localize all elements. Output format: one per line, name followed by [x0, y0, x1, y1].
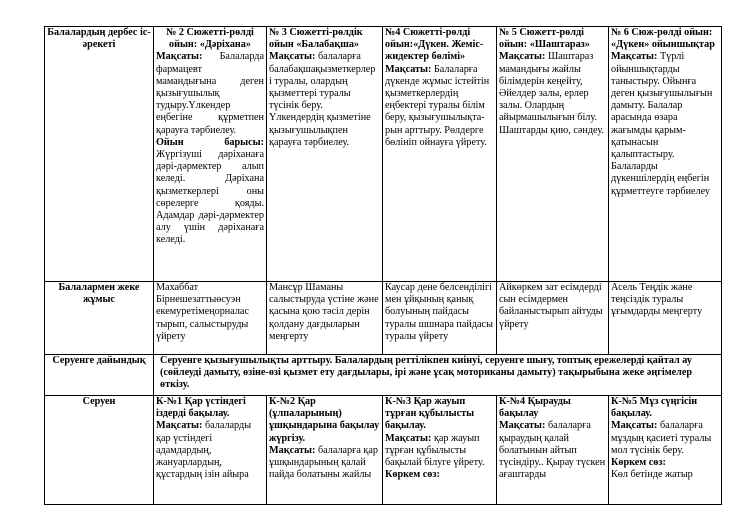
- progress-label: Ойын барысы:: [156, 136, 264, 148]
- walk-word-5: Көл бетінде жатыр: [611, 469, 693, 481]
- activity-progress-1: Жүргізуші дәріханаға дәрі-дәрмектер алып келеді. Дәріхана қызметкерлері оны сөрелерге қояды. Адамдар дәрі-дәрмектер алу үшін дәріханаға келеді.: [156, 149, 264, 246]
- walk-cell-3: [383, 396, 497, 505]
- purpose-label: Мақсаты:: [385, 432, 432, 444]
- activity-cell-2: [267, 27, 383, 282]
- purpose-label: Мақсаты:: [385, 63, 432, 75]
- purpose-label: Мақсаты:: [269, 51, 316, 63]
- activity-purpose-5: Түрлі ойыншықтарды таныстыру. Ойынға деген қызығушылығын дамыту. Балалар арасында өзара жағымды қарым-қатынасын қалыптастыру. Балаларды дүкеншілердің еңбегін құрметтеуге тәрбиелеу: [611, 51, 713, 197]
- purpose-label: Мақсаты:: [499, 420, 546, 432]
- individual-cell-1: Махаббат Бірнешезаттыөсуэн екемуретімеңорналас тырып, салыстыруды үйрету: [154, 282, 267, 355]
- row-label-individual: Балалармен жеке жұмыс: [45, 282, 154, 355]
- walk-title-1: К-№1 Қар үстіндегі іздерді бақылау.: [156, 396, 246, 420]
- activity-purpose-4: Шаштараз мамандығы жайлы білімдерін кеңейту, Әйелдер залы, ерлер залы. Олардың айырмашылығын білу. Шаштарды қию, сәндеу.: [499, 51, 604, 136]
- walk-cell-1: [154, 396, 267, 505]
- table-row-prep: [45, 355, 722, 396]
- activity-title-1: № 2 Сюжетті-рөлді ойын: «Дәріхана»: [166, 27, 254, 51]
- individual-cell-5: Асель Теңдік және теңсіздік туралы ұғымдарды меңгерту: [609, 282, 722, 355]
- table-row-individual: [45, 282, 722, 355]
- walk-title-2: К-№2 Қар (ұлпаларының) ұшқындарына бақылау жүргізу.: [269, 396, 380, 444]
- activity-cell-1: [154, 27, 267, 282]
- activity-purpose-3: Балаларға дүкенде жұмыс істейтін қызметкерлердің еңбектері туралы білім беру, қызығушылықта-рын арттыру. Рөлдерге бөлініп ойнауға үйрету.: [385, 63, 490, 148]
- row-label-walk: Серуен: [45, 396, 154, 505]
- prep-text: Серуенге қызығушылықты арттыру. Балалардың реттілікпен киінуі, серуенге шығу, топтық ережелерді қайтал ау (сөйлеуді дамыту, өзіне-өзі қызмет ету дағдылары, ірі және ұсақ моториканы дамыту) тақырыбына жеке әңгімелер өткізу.: [154, 355, 722, 396]
- walk-title-3: К-№3 Қар жауып тұрған құбылысты бақылау.: [385, 396, 475, 432]
- walk-purpose-2: балаларға қар ұшқындарының қалай пайда болатыны жайлы: [269, 444, 378, 481]
- word-label: Көркем сөз:: [611, 457, 666, 469]
- walk-purpose-1: балаларды қар үстіндегі адамдардың, жануарлардың, құстардың ізін айыра: [156, 420, 252, 481]
- activity-title-3: №4 Сюжетті-рөлді ойын:«Дүкен. Жеміс-жидектер бөлімі»: [385, 27, 484, 63]
- row-label-prep: Серуенге дайындық: [45, 355, 154, 396]
- table-row-walk: [45, 396, 722, 505]
- walk-purpose-3: қар жауып тұрған құбылысты бақылай білуге үйрету.: [385, 432, 485, 469]
- activity-title-2: № 3 Сюжетті-рөлдік ойын «Балабақша»: [269, 27, 363, 51]
- row-label-activity: Балалардың дербес іс-әрекеті: [45, 27, 154, 282]
- individual-cell-2: Мансұр Шаманы салыстыруда үстіне және қасына қою тәсіл дерін қолдану дағдыларын меңгерту: [267, 282, 383, 355]
- individual-cell-4: Айкөркем зат есімдерді сын есімдермен байланыстырып айтуды үйрету: [497, 282, 609, 355]
- activity-purpose-1: Балаларда фармацевт мамандығына деген қызығушылық тудыру.Үлкендер еңбегіне құрметпен қарауға тәрбиелеу.: [156, 51, 264, 136]
- purpose-label: Мақсаты:: [499, 51, 546, 63]
- table-row-activity: [45, 27, 722, 282]
- walk-title-4: К-№4 Қырауды бақылау: [499, 396, 571, 420]
- word-label: Көркем сөз:: [385, 469, 440, 481]
- activity-title-5: № 6 Сюж-рөлді ойын: «Дүкен» ойыншықтар: [611, 27, 715, 51]
- walk-cell-2: [267, 396, 383, 505]
- activity-purpose-2: балаларға балабақшақызметкерлер і туралы, олардың қызметтері туралы түсінік беру. Үлкендердің қызметіне қызығушылықпен қарауға тәрбиелеу.: [269, 51, 376, 148]
- daily-plan-table: [44, 26, 722, 505]
- individual-cell-3: Каусар дене белсенділігі мен ұйқының қанық болуының пайдасы туралы шшнара пайдасы туралы үйрету: [383, 282, 497, 355]
- purpose-label: Мақсаты:: [156, 51, 203, 63]
- purpose-label: Мақсаты:: [611, 420, 658, 432]
- activity-title-4: № 5 Сюжетт-рөлді ойын: «Шаштараз»: [499, 27, 590, 51]
- purpose-label: Мақсаты:: [156, 420, 203, 432]
- walk-title-5: К-№5 Мұз сүңгісін бақылау.: [611, 396, 698, 420]
- walk-purpose-4: балаларға қыраудың қалай болатынын айтып түсіндіру.. Қырау түскен ағаштарды: [499, 420, 606, 481]
- activity-cell-4: [497, 27, 609, 282]
- walk-purpose-5: балаларға мұздың қасиеті туралы мол түсінік беру.: [611, 420, 712, 456]
- walk-cell-4: [497, 396, 609, 505]
- activity-cell-5: [609, 27, 722, 282]
- purpose-label: Мақсаты:: [611, 51, 658, 63]
- walk-cell-5: [609, 396, 722, 505]
- purpose-label: Мақсаты:: [269, 444, 316, 456]
- activity-cell-3: [383, 27, 497, 282]
